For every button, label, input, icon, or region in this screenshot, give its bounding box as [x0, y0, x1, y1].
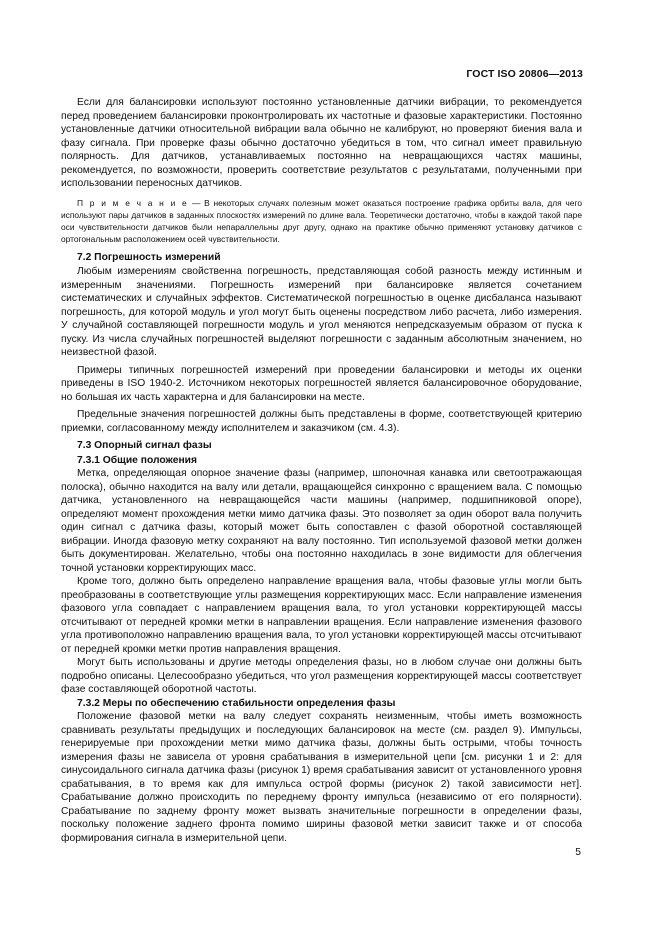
paragraph: Примеры типичных погрешностей измерений при проведении балансировки и методы их оценки приведены в ISO 1940-2. Источником некоторых погрешностей является балансировочное оборудование, но большая их часть характерна и для балансировки на месте.	[61, 364, 582, 403]
note	[61, 197, 582, 245]
paragraph: Положение фазовой метки на валу следует сохранять неизменным, чтобы иметь возможность сравнивать результаты предыдущих и последующих балансировок на месте (см. раздел 9). Импульсы, генерируемые при прохождении метки мимо датчика фазы, должны быть острыми, чтобы точность измерения фазы не зависела от уровня срабатывания в измерительной цепи [см. рисунки 1 и 2: для синусоидального сигнала датчика фазы (рисунок 1) время срабатывания зависит от установленного уровня срабатывания, в то время как для импульса острой формы (рисунок 2) такой зависимости нет]. Срабатывание должно происходить по переднему фронту импульса (независимо от его полярности). Срабатывание по заднему фронту может вызвать значительные погрешности в определении фазы, поскольку положение заднего фронта помимо ширины фазовой метки зависит также и от способа формирования сигнала в измерительной цепи.	[61, 711, 582, 844]
paragraph: Метка, определяющая опорное значение фазы (например, шпоночная канавка или светоотражающая полоска), обычно находится на валу или детали, вращающейся синхронно с вращением вала. С помощью датчика, установленного на невращающейся части машины (например, подшипниковой опоре), определяют момент прохождения метки мимо датчика фазы. Это позволяет за один оборот вала получить один сигнал с датчика фазы, который может быть сопоставлен с фазой оборотной составляющей вибрации. Иногда фазовую метку сохраняют на валу постоянно. Тип используемой фазовой метки должен быть документирован. Желательно, чтобы она постоянно находилась в зоне видимости для облегчения точной установки корректирующих масс.	[61, 468, 582, 574]
note-text: — В некоторых случаях полезным может оказаться построение графика орбиты вала, для чего используют пары датчиков в заданных плоскостях измерений по длине вала. Теоретически достаточно, чтобы в каждой такой паре оси чувствительности датчиков были непараллельны друг другу, однако на практике обычно применяют установку датчиков с ортогональным расположением осей чувствительности.	[61, 197, 582, 244]
section-7-2-title: 7.2 Погрешность измерений	[77, 251, 221, 263]
paragraph: Кроме того, должно быть определено направление вращения вала, чтобы фазовые углы могли быть преобразованы в соответствующие углы размещения корректирующих масс. Если направление изменения фазового угла совпадает с направлением вращения вала, то угол установки корректирующей массы отсчитывают от передней кромки метки в направлении вращения. Если направление изменения фазового угла противоположно направлению вращения вала, то угол установки корректирующей массы отсчитывают от передней кромки метки против направления вращения.	[61, 576, 582, 655]
section-7-3-2-title: 7.3.2 Меры по обеспечению стабильности определения фазы	[77, 697, 396, 709]
page-content	[61, 96, 582, 845]
section-7-3-1-title: 7.3.1 Общие положения	[77, 454, 197, 466]
standard-header: ГОСТ ISO 20806—2013	[466, 68, 583, 80]
paragraph: Могут быть использованы и другие методы определения фазы, но в любом случае они должны быть подробно описаны. Целесообразно убедиться, что угол размещения корректирующей массы соответствует фазе составляющей оборотной частоты.	[61, 657, 582, 695]
note-label: П р и м е ч а н и е	[77, 197, 189, 208]
paragraph: Предельные значения погрешностей должны быть представлены в форме, соответствующей критерию приемки, согласованному между исполнителем и заказчиком (см. 4.3).	[61, 409, 582, 434]
section-7-3-title: 7.3 Опорный сигнал фазы	[77, 440, 212, 451]
paragraph: Если для балансировки используют постоянно установленные датчики вибрации, то рекомендуется перед проведением балансировки проконтролировать их частотные и фазовые характеристики. Постоянно установленные датчики относительной вибрации вала обычно не калибруют, но проверяют биения вала и фазу сигнала. При проверке фазы обычно достаточно убедиться в том, что сигнал имеет правильную полярность. Для датчиков, устанавливаемых постоянно на невращающихся частях машины, рекомендуется, по возможности, проверить соответствие результатов с результатами, полученными при использовании переносных датчиков.	[61, 97, 582, 189]
page-number: 5	[575, 847, 581, 858]
paragraph: Любым измерениям свойственна погрешность, представляющая собой разность между истинным и измеренным значениями. Погрешность измерений при балансировке является сочетанием систематических и случайных эффектов. Систематической погрешностью в оценке дисбаланса называют погрешность, для которой модуль и угол могут быть оценены посредством либо расчета, либо измерения. У случайной составляющей погрешности модуль и угол меняются непредсказуемым образом от пуска к пуску. Из числа случайных погрешностей выделяют погрешности с заданным абсолютным значением, но неизвестной фазой.	[61, 266, 582, 358]
